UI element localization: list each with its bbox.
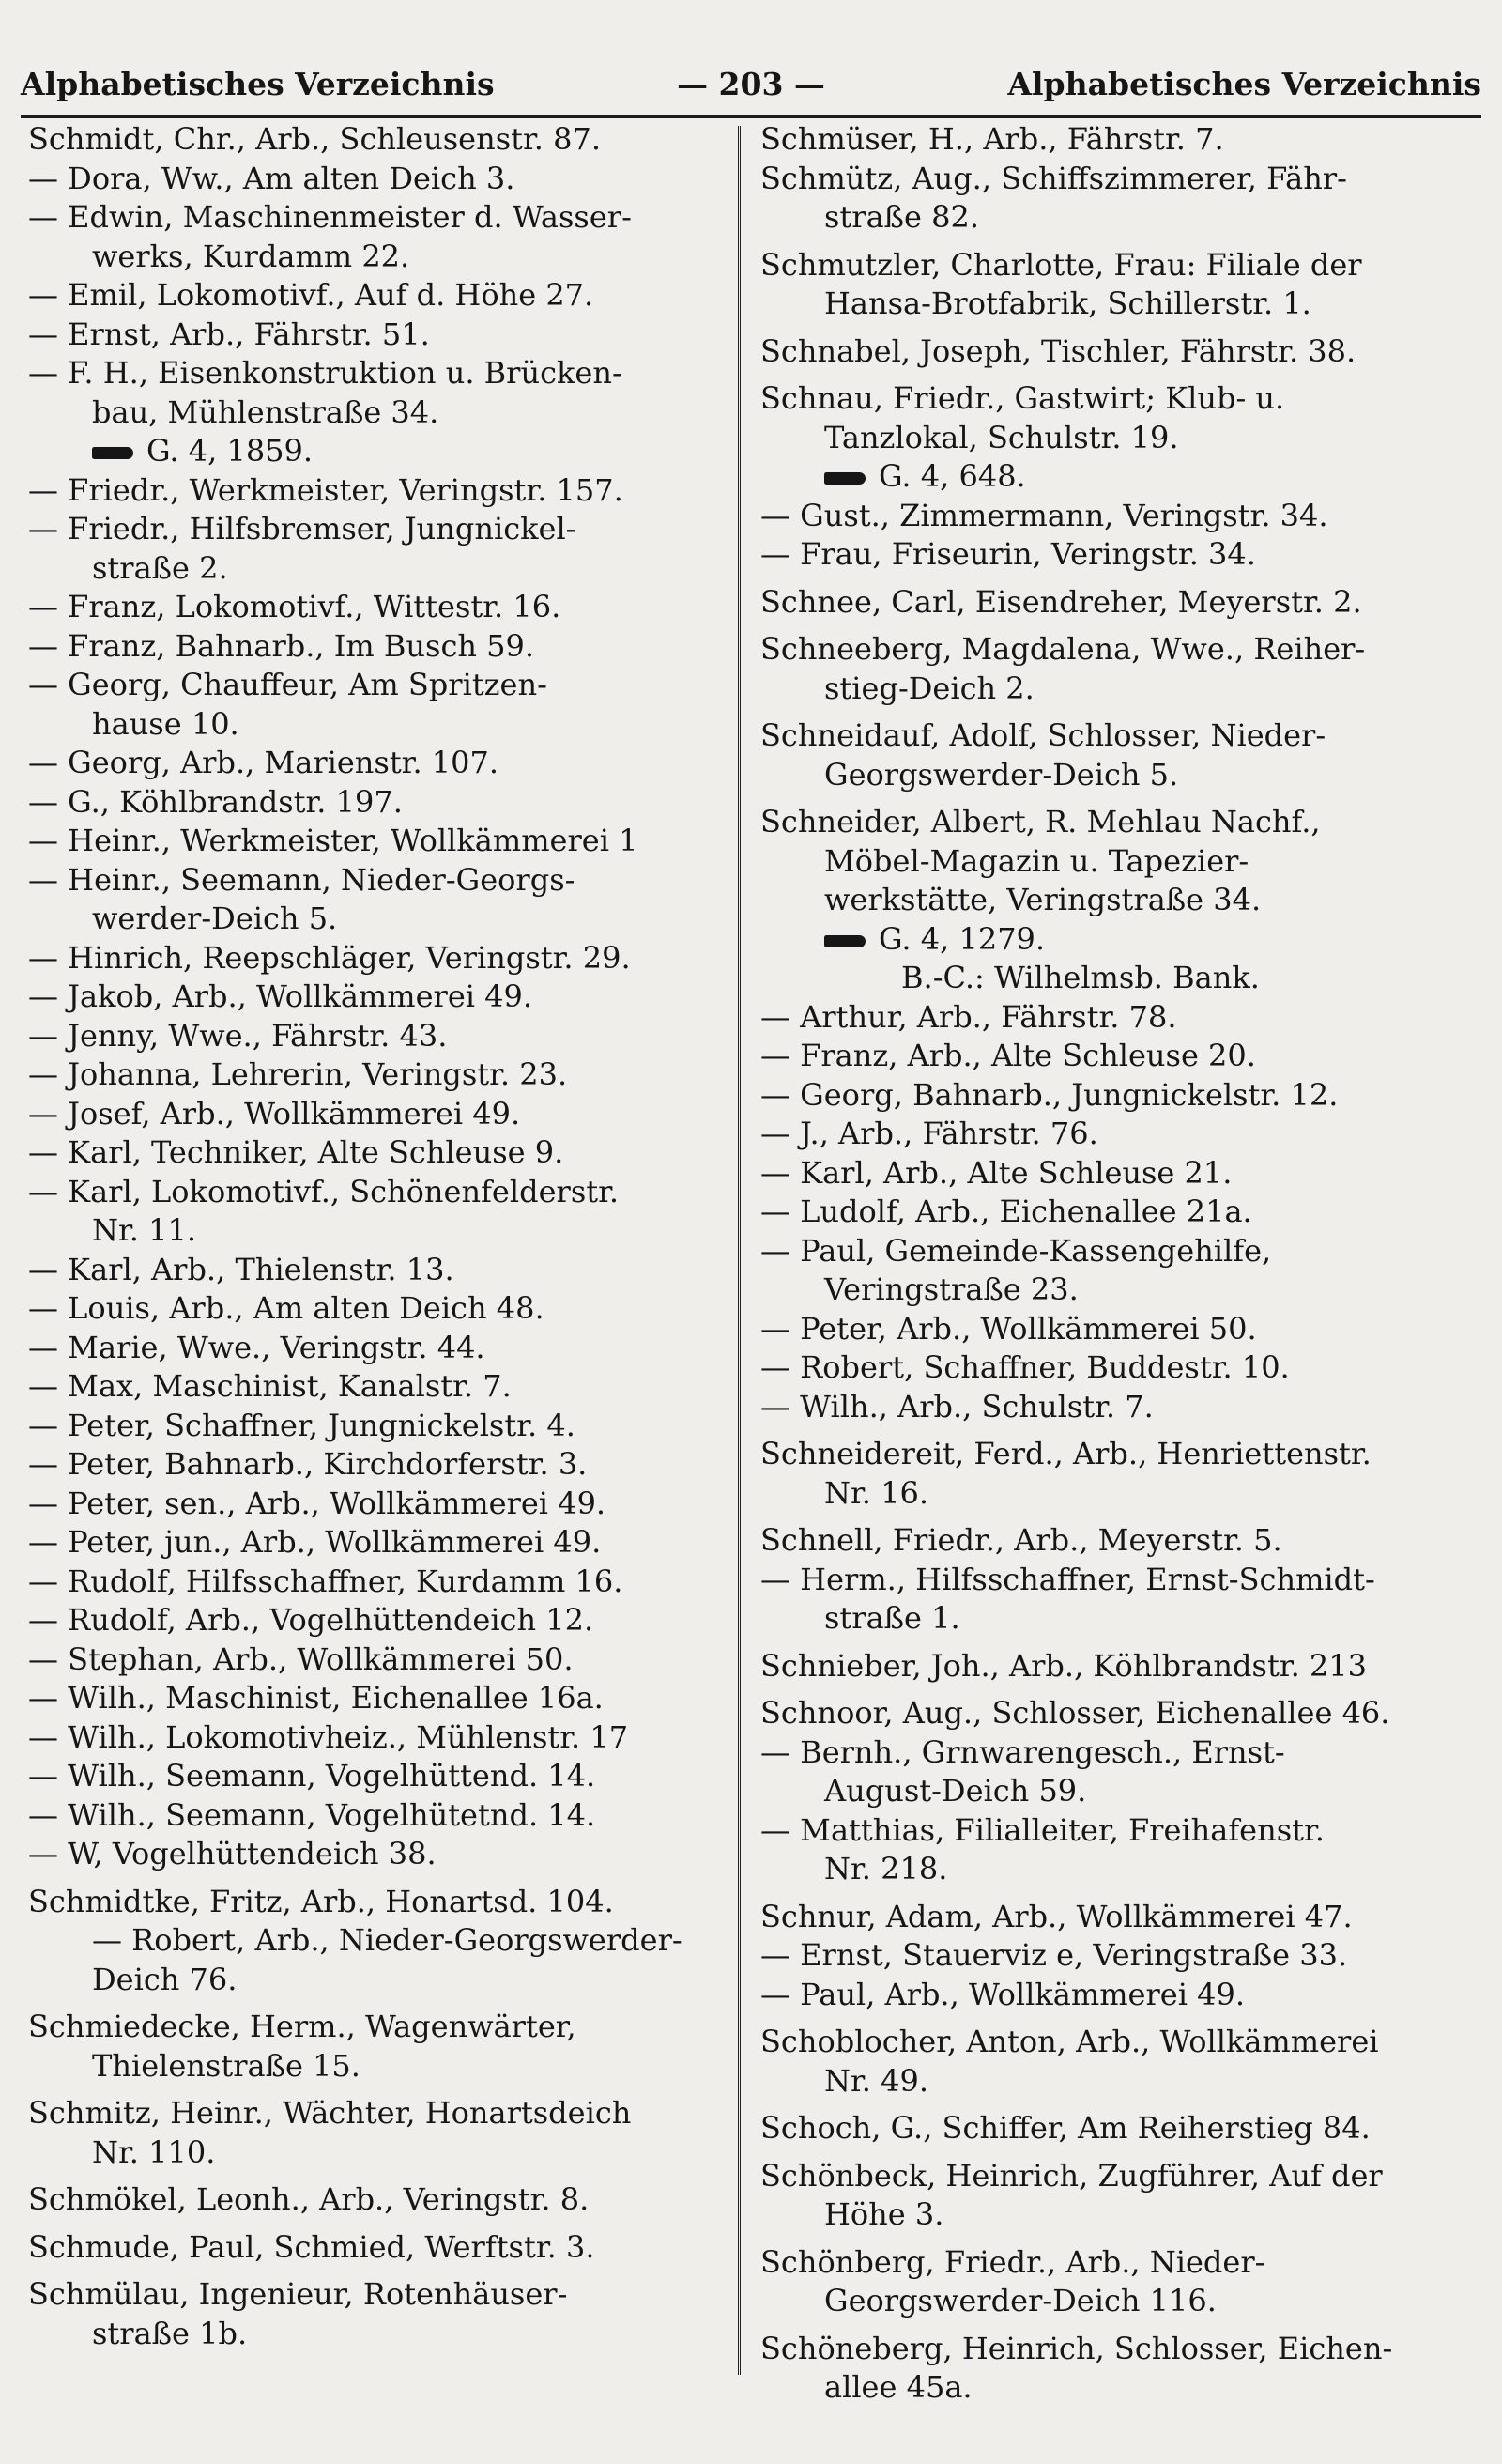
directory-entry-line: Thielenstraße 15. xyxy=(92,2047,360,2084)
directory-entry-line: Veringstraße 23. xyxy=(824,1271,1079,1307)
telephone-hand-icon xyxy=(92,447,133,459)
directory-entry-line: Schmülau, Ingenieur, Rotenhäuser- xyxy=(28,2276,568,2312)
directory-entry-line: Schoblocher, Anton, Arb., Wollkämmerei xyxy=(760,2024,1379,2059)
directory-entry-line: — Friedr., Hilfsbremser, Jungnickel- xyxy=(28,511,576,547)
directory-entry-line: Schnur, Adam, Arb., Wollkämmerei 47. xyxy=(760,1898,1353,1934)
directory-entry-line: Schneidauf, Adolf, Schlosser, Nieder- xyxy=(760,717,1326,753)
directory-entry-line: — Georg, Chauffeur, Am Spritzen- xyxy=(28,667,547,702)
directory-entry-line: stieg-Deich 2. xyxy=(824,670,1035,706)
directory-entry-line: Schmidt, Chr., Arb., Schleusenstr. 87. xyxy=(28,121,602,157)
directory-entry-line: Hansa-Brotfabrik, Schillerstr. 1. xyxy=(824,285,1311,321)
directory-entry-line: werkstätte, Veringstraße 34. xyxy=(824,882,1262,917)
directory-entry-line: — Max, Maschinist, Kanalstr. 7. xyxy=(28,1368,512,1404)
directory-entry-line: Schönbeck, Heinrich, Zugführer, Auf der xyxy=(760,2157,1383,2194)
directory-entry-line: — G., Köhlbrandstr. 197. xyxy=(28,783,403,820)
directory-entry-line: — J., Arb., Fährstr. 76. xyxy=(760,1116,1098,1151)
directory-entry-line: — Bernh., Grnwarengesch., Ernst- xyxy=(760,1733,1285,1770)
directory-entry-line: Georgswerder-Deich 116. xyxy=(824,2283,1217,2318)
directory-entry-line: — Ernst, Arb., Fährstr. 51. xyxy=(28,316,430,352)
directory-entry-line: — Wilh., Lokomotivheiz., Mühlenstr. 17 xyxy=(28,1718,629,1755)
directory-entry-line: — Peter, Arb., Wollkämmerei 50. xyxy=(760,1310,1257,1347)
directory-entry-line: Schmutzler, Charlotte, Frau: Filiale der xyxy=(760,246,1362,283)
directory-entry-line: Höhe 3. xyxy=(824,2196,944,2232)
directory-entry-line: Schmütz, Aug., Schiffszimmerer, Fähr- xyxy=(760,160,1347,196)
directory-entry-line: — Karl, Lokomotivf., Schönenfelderstr. xyxy=(28,1173,620,1209)
directory-entry-line: hause 10. xyxy=(92,705,239,742)
directory-entry-line: — Paul, Arb., Wollkämmerei 49. xyxy=(760,1976,1246,2012)
directory-entry-line: Schöneberg, Heinrich, Schlosser, Eichen- xyxy=(760,2330,1393,2366)
directory-entry-line: Nr. 218. xyxy=(824,1851,948,1886)
directory-entry-line: — Heinr., Seemann, Nieder-Georgs- xyxy=(28,861,575,898)
directory-entry-line: — Emil, Lokomotivf., Auf d. Höhe 27. xyxy=(28,277,594,313)
directory-entry-line: Schnieber, Joh., Arb., Köhlbrandstr. 213 xyxy=(760,1647,1367,1684)
telephone-number: G. 4, 1279. xyxy=(879,920,1046,957)
directory-entry-line: — Peter, sen., Arb., Wollkämmerei 49. xyxy=(28,1485,606,1521)
directory-entry-line: — Wilh., Maschinist, Eichenallee 16a. xyxy=(28,1680,604,1716)
directory-entry-line: B.-C.: Wilhelmsb. Bank. xyxy=(901,960,1260,995)
directory-entry-line: Nr. 49. xyxy=(824,2062,929,2099)
directory-entry-line: — Arthur, Arb., Fährstr. 78. xyxy=(760,998,1177,1035)
header-left-title: Alphabetisches Verzeichnis xyxy=(21,66,495,102)
directory-entry-line: — Edwin, Maschinenmeister d. Wasser- xyxy=(28,199,632,235)
directory-entry-line: — Friedr., Werkmeister, Veringstr. 157. xyxy=(28,471,623,508)
directory-entry-line: — Hinrich, Reepschläger, Veringstr. 29. xyxy=(28,939,631,976)
header-rule xyxy=(21,115,1481,118)
directory-entry-line: — Robert, Schaffner, Buddestr. 10. xyxy=(760,1349,1290,1385)
directory-entry-line: straße 2. xyxy=(92,549,228,586)
directory-entry-line: — Josef, Arb., Wollkämmerei 49. xyxy=(28,1095,521,1132)
directory-entry-line: — Wilh., Arb., Schulstr. 7. xyxy=(760,1388,1154,1424)
directory-entry-line: — Georg, Arb., Marienstr. 107. xyxy=(28,745,499,780)
directory-entry-line: — Johanna, Lehrerin, Veringstr. 23. xyxy=(28,1056,568,1092)
directory-entry-line: — Jakob, Arb., Wollkämmerei 49. xyxy=(28,978,533,1014)
directory-entry-line: — Gust., Zimmermann, Veringstr. 34. xyxy=(760,497,1328,533)
directory-entry-line: allee 45a. xyxy=(824,2369,973,2405)
directory-entry-line: Tanzlokal, Schulstr. 19. xyxy=(824,419,1179,455)
directory-entry-line xyxy=(760,457,1483,497)
directory-entry-line: Nr. 11. xyxy=(92,1212,197,1248)
directory-entry-line: — Robert, Arb., Nieder-Georgswerder- xyxy=(92,1922,682,1958)
column-divider xyxy=(738,126,741,2375)
directory-entry-line: — Louis, Arb., Am alten Deich 48. xyxy=(28,1290,544,1326)
directory-entry-line: — Franz, Lokomotivf., Wittestr. 16. xyxy=(28,589,561,624)
directory-entry-line: — Karl, Arb., Alte Schleuse 21. xyxy=(760,1154,1233,1191)
directory-entry-line xyxy=(28,432,732,471)
directory-entry-line: — Franz, Bahnarb., Im Busch 59. xyxy=(28,627,535,664)
directory-entry-line: — W, Vogelhüttendeich 38. xyxy=(28,1836,437,1871)
directory-entry-line: — Wilh., Seemann, Vogelhüttend. 14. xyxy=(28,1758,596,1794)
directory-entry-line: straße 82. xyxy=(824,199,980,235)
page-header xyxy=(21,58,1481,111)
directory-entry-line: werks, Kurdamm 22. xyxy=(92,238,410,274)
directory-entry-line: — Dora, Ww., Am alten Deich 3. xyxy=(28,160,515,196)
directory-entry-line: Schnee, Carl, Eisendreher, Meyerstr. 2. xyxy=(760,583,1362,620)
directory-entry-line: Nr. 110. xyxy=(92,2133,216,2170)
directory-entry-line: bau, Mühlenstraße 34. xyxy=(92,393,439,430)
directory-entry-line: — Georg, Bahnarb., Jungnickelstr. 12. xyxy=(760,1076,1339,1113)
directory-entry-line: — Stephan, Arb., Wollkämmerei 50. xyxy=(28,1640,574,1677)
directory-entry-line: — Rudolf, Arb., Vogelhüttendeich 12. xyxy=(28,1602,594,1638)
telephone-number: G. 4, 1859. xyxy=(146,433,314,469)
telephone-number: G. 4, 648. xyxy=(879,458,1026,494)
directory-entry-line: — Karl, Arb., Thielenstr. 13. xyxy=(28,1251,454,1287)
directory-entry-line: Möbel-Magazin u. Tapezier- xyxy=(824,842,1249,879)
directory-entry-line: Schmude, Paul, Schmied, Werftstr. 3. xyxy=(28,2228,595,2265)
directory-entry-line: Schmiedecke, Herm., Wagenwärter, xyxy=(28,2009,576,2044)
left-column xyxy=(28,120,732,2353)
directory-entry-line: Schneider, Albert, R. Mehlau Nachf., xyxy=(760,804,1321,839)
directory-entry-line: Deich 76. xyxy=(92,1961,238,1997)
directory-entry-line: Nr. 16. xyxy=(824,1474,929,1511)
directory-entry-line: — Peter, Schaffner, Jungnickelstr. 4. xyxy=(28,1407,575,1443)
directory-entry-line: — Paul, Gemeinde-Kassengehilfe, xyxy=(760,1232,1272,1269)
header-right-title: Alphabetisches Verzeichnis xyxy=(1007,66,1481,102)
directory-entry-line: Schnell, Friedr., Arb., Meyerstr. 5. xyxy=(760,1522,1282,1558)
directory-entry-line: Schneeberg, Magdalena, Wwe., Reiher- xyxy=(760,631,1366,667)
directory-entry-line: — Peter, Bahnarb., Kirchdorferstr. 3. xyxy=(28,1446,588,1482)
directory-entry-line: — Peter, jun., Arb., Wollkämmerei 49. xyxy=(28,1524,602,1560)
directory-entry-line: — Matthias, Filialleiter, Freihafenstr. xyxy=(760,1811,1325,1848)
directory-entry-line: werder-Deich 5. xyxy=(92,901,338,936)
directory-entry-line: straße 1b. xyxy=(92,2315,248,2351)
directory-entry-line: Schnabel, Joseph, Tischler, Fährstr. 38. xyxy=(760,332,1356,369)
directory-entry-line: — Ludolf, Arb., Eichenallee 21a. xyxy=(760,1194,1252,1229)
directory-entry-line: Schmüser, H., Arb., Fährstr. 7. xyxy=(760,121,1224,157)
directory-entry-line: August-Deich 59. xyxy=(824,1773,1087,1809)
telephone-hand-icon xyxy=(824,472,866,485)
directory-entry-line: — Franz, Arb., Alte Schleuse 20. xyxy=(760,1038,1256,1073)
directory-entry-line: Schönberg, Friedr., Arb., Nieder- xyxy=(760,2243,1265,2280)
directory-entry-line: Schnoor, Aug., Schlosser, Eichenallee 46. xyxy=(760,1695,1390,1731)
directory-entry-line: — Jenny, Wwe., Fährstr. 43. xyxy=(28,1017,448,1054)
telephone-hand-icon xyxy=(824,935,866,947)
directory-entry-line: — Rudolf, Hilfsschaffner, Kurdamm 16. xyxy=(28,1563,623,1599)
directory-entry-line: — Marie, Wwe., Veringstr. 44. xyxy=(28,1329,485,1365)
directory-entry-line xyxy=(760,920,1483,960)
directory-entry-line: Georgswerder-Deich 5. xyxy=(824,756,1179,793)
directory-entry-line: Schoch, G., Schiffer, Am Reiherstieg 84. xyxy=(760,2110,1371,2146)
directory-entry-line: — Herm., Hilfsschaffner, Ernst-Schmidt- xyxy=(760,1561,1375,1597)
page-number: — 203 — xyxy=(677,66,825,102)
directory-entry-line: Schmitz, Heinr., Wächter, Honartsdeich xyxy=(28,2095,632,2131)
right-column xyxy=(760,120,1483,2408)
directory-entry-line: — Karl, Techniker, Alte Schleuse 9. xyxy=(28,1134,564,1170)
directory-entry-line: straße 1. xyxy=(824,1600,960,1636)
directory-entry-line: — Wilh., Seemann, Vogelhütetnd. 14. xyxy=(28,1796,596,1833)
directory-entry-line: Schmökel, Leonh., Arb., Veringstr. 8. xyxy=(28,2181,590,2217)
directory-entry-line: — F. H., Eisenkonstruktion u. Brücken- xyxy=(28,355,622,391)
directory-entry-line: — Heinr., Werkmeister, Wollkämmerei 1 xyxy=(28,823,638,858)
directory-entry-line: Schneidereit, Ferd., Arb., Henriettenstr. xyxy=(760,1436,1372,1471)
directory-entry-line: Schmidtke, Fritz, Arb., Honartsd. 104. xyxy=(28,1883,614,1919)
directory-entry-line: Schnau, Friedr., Gastwirt; Klub- u. xyxy=(760,380,1285,416)
directory-entry-line: — Ernst, Stauerviz e, Veringstraße 33. xyxy=(760,1937,1348,1973)
directory-entry-line: — Frau, Friseurin, Veringstr. 34. xyxy=(760,536,1256,572)
